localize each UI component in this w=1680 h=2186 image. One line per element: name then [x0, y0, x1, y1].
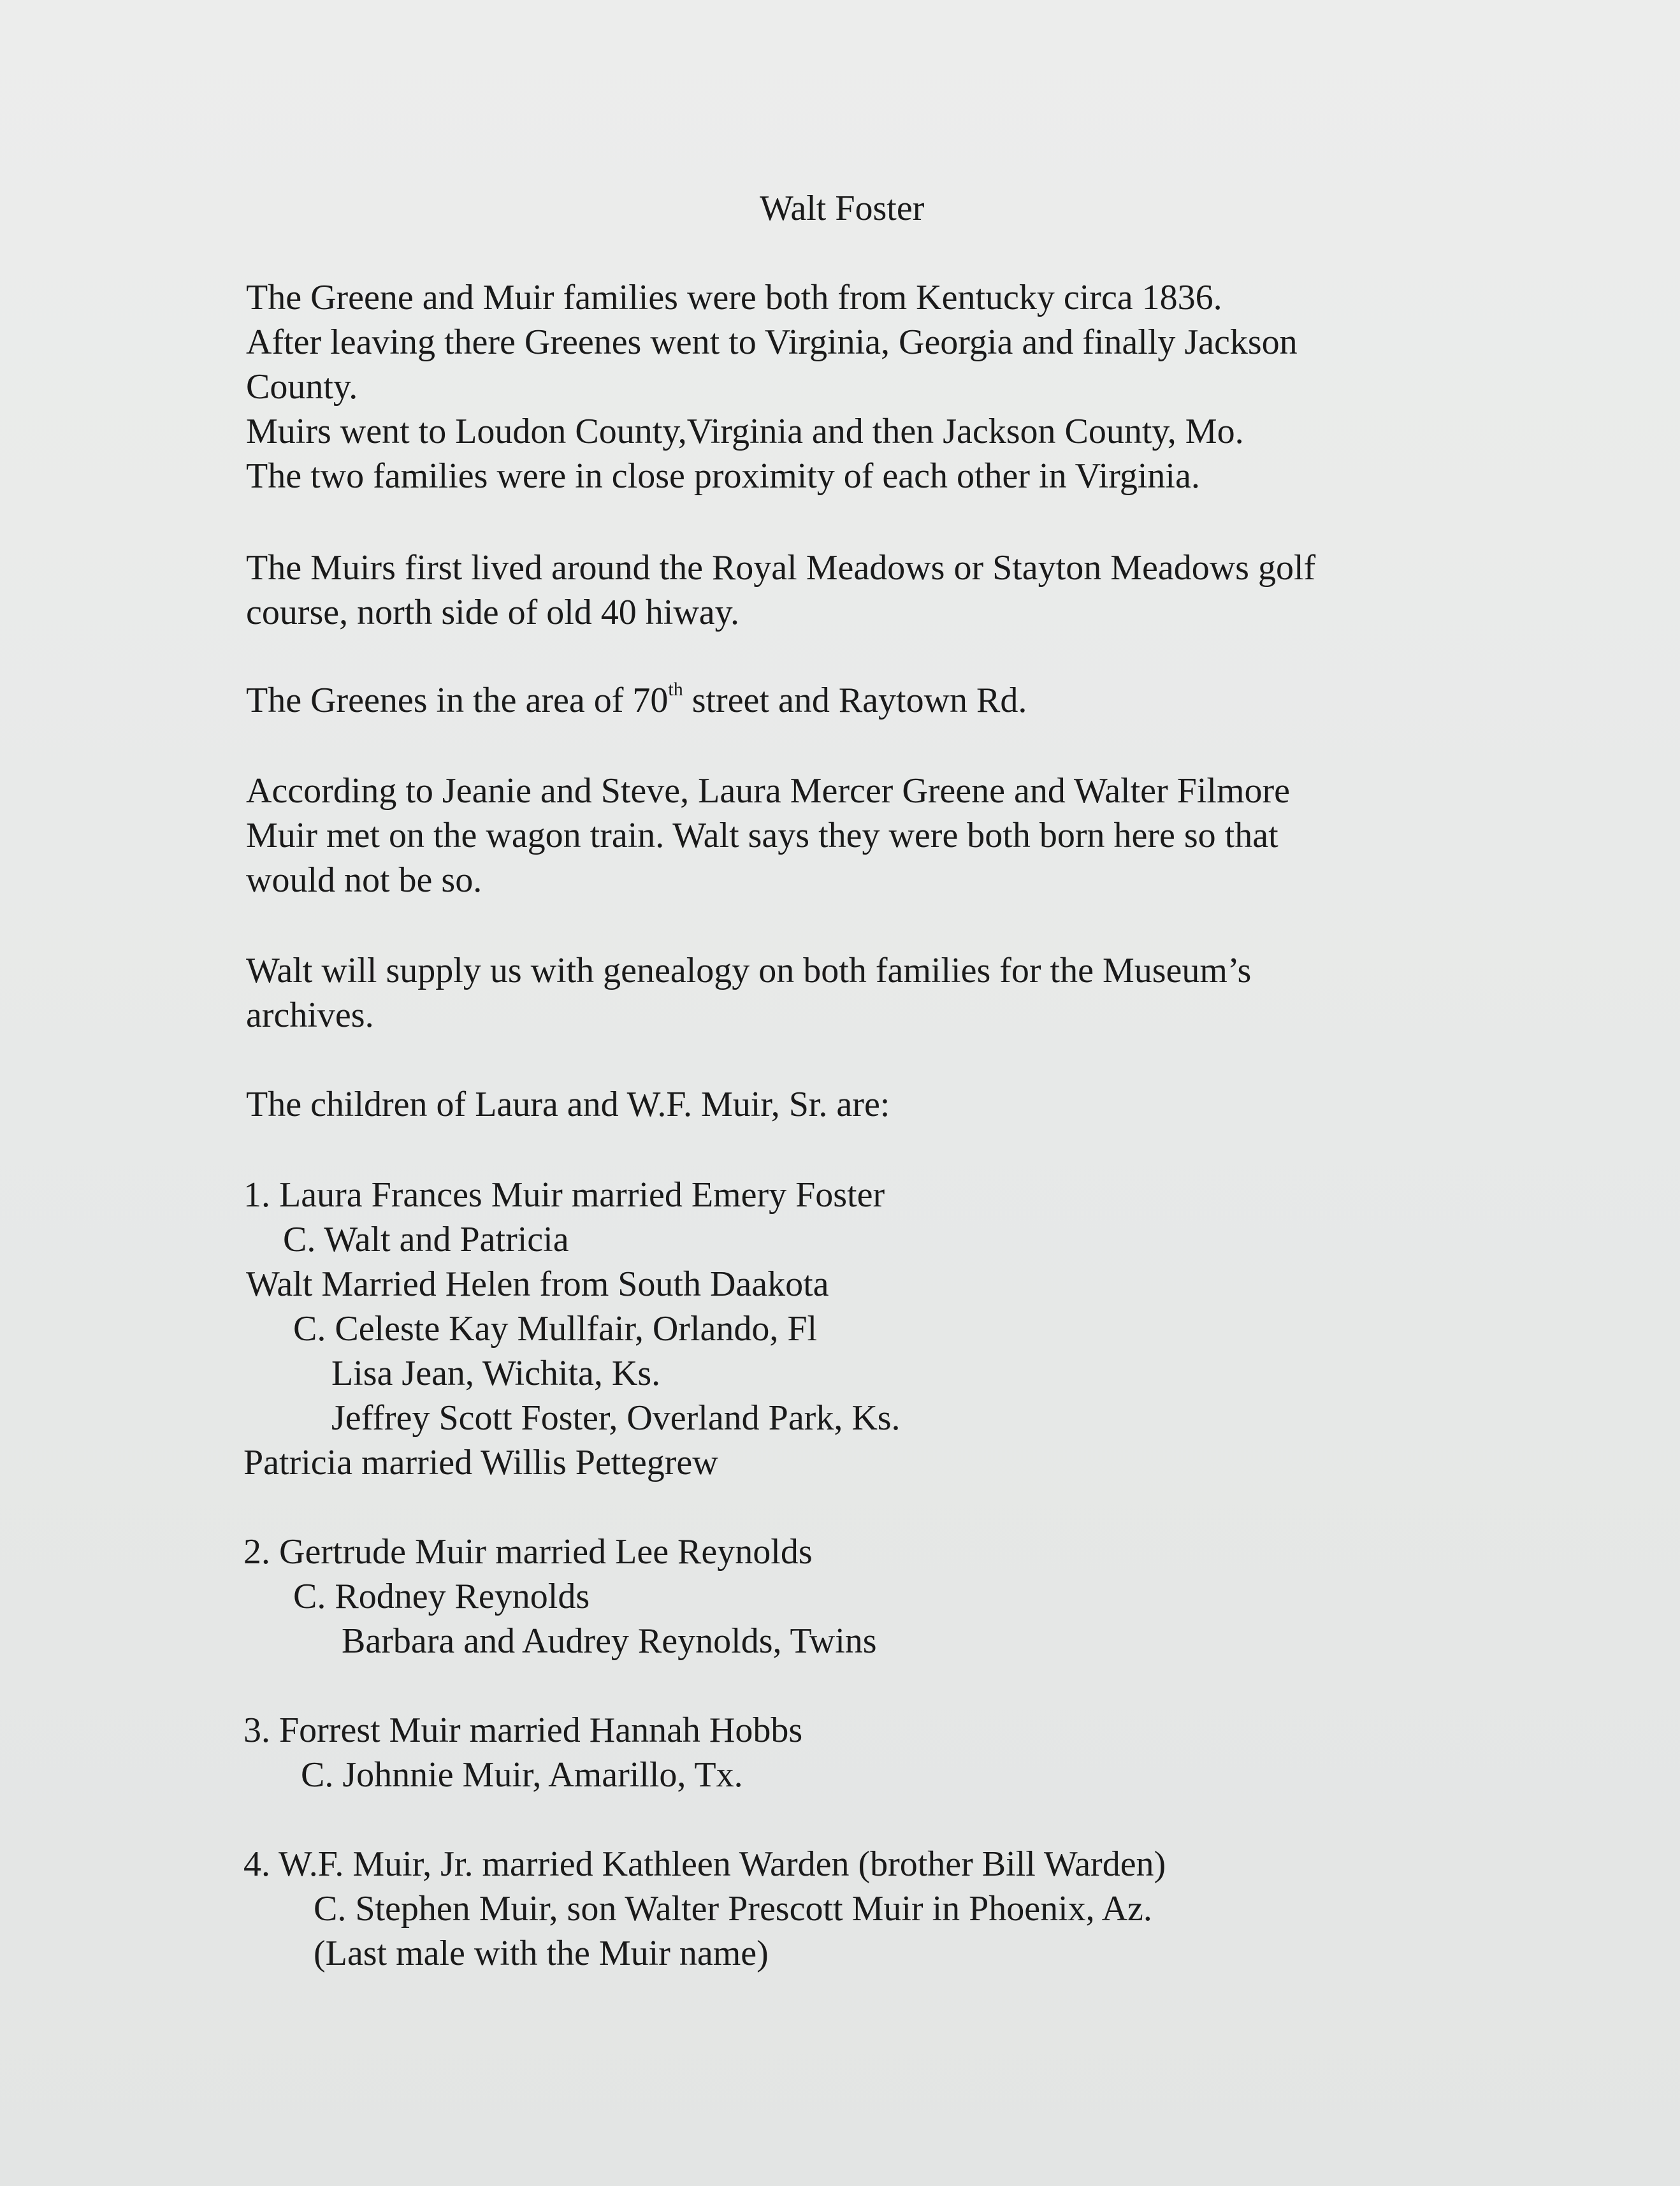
- family-children: Lisa Jean, Wichita, Ks.: [331, 1354, 661, 1393]
- family-children: C. Rodney Reynolds: [293, 1577, 590, 1616]
- greenes-location-line: [246, 678, 1027, 723]
- muirs-location-line: course, north side of old 40 hiway.: [246, 593, 739, 632]
- intro-line: The Greene and Muir families were both from Kentucky circa 1836.: [246, 278, 1222, 317]
- family-entry: 2. Gertrude Muir married Lee Reynolds: [243, 1532, 813, 1572]
- intro-line: After leaving there Greenes went to Virginia, Georgia and finally Jackson: [246, 322, 1298, 362]
- family-children: C. Stephen Muir, son Walter Prescott Muir in Phoenix, Az.: [314, 1889, 1152, 1929]
- family-children: C. Johnnie Muir, Amarillo, Tx.: [301, 1755, 743, 1795]
- family-children: Barbara and Audrey Reynolds, Twins: [342, 1621, 877, 1661]
- intro-line: County.: [246, 367, 358, 407]
- family-entry: 4. W.F. Muir, Jr. married Kathleen Warden (brother Bill Warden): [243, 1844, 1166, 1884]
- children-heading: The children of Laura and W.F. Muir, Sr. are:: [246, 1085, 890, 1124]
- greenes-location-text: street and Raytown Rd.: [683, 681, 1027, 720]
- greenes-location-text: The Greenes in the area of 70: [246, 681, 669, 720]
- family-entry: 1. Laura Frances Muir married Emery Foster: [243, 1175, 885, 1215]
- family-children: Jeffrey Scott Foster, Overland Park, Ks.: [331, 1398, 901, 1438]
- family-entry: Walt Married Helen from South Daakota: [246, 1264, 829, 1304]
- family-note: (Last male with the Muir name): [314, 1934, 769, 1973]
- wagon-train-line: would not be so.: [246, 860, 482, 900]
- wagon-train-line: Muir met on the wagon train. Walt says they were both born here so that: [246, 816, 1278, 855]
- intro-line: The two families were in close proximity of each other in Virginia.: [246, 456, 1200, 496]
- family-entry: Patricia married Willis Pettegrew: [243, 1443, 718, 1482]
- muirs-location-line: The Muirs first lived around the Royal Meadows or Stayton Meadows golf: [246, 548, 1316, 588]
- family-children: C. Walt and Patricia: [283, 1220, 569, 1259]
- genealogy-note-line: Walt will supply us with genealogy on both families for the Museum’s: [246, 951, 1252, 990]
- ordinal-superscript: th: [668, 679, 683, 700]
- wagon-train-line: According to Jeanie and Steve, Laura Mercer Greene and Walter Filmore: [246, 771, 1290, 811]
- document-title: Walt Foster: [760, 189, 925, 228]
- intro-line: Muirs went to Loudon County,Virginia and then Jackson County, Mo.: [246, 412, 1244, 451]
- family-entry: 3. Forrest Muir married Hannah Hobbs: [243, 1711, 803, 1750]
- genealogy-note-line: archives.: [246, 995, 374, 1035]
- family-children: C. Celeste Kay Mullfair, Orlando, Fl: [293, 1309, 818, 1349]
